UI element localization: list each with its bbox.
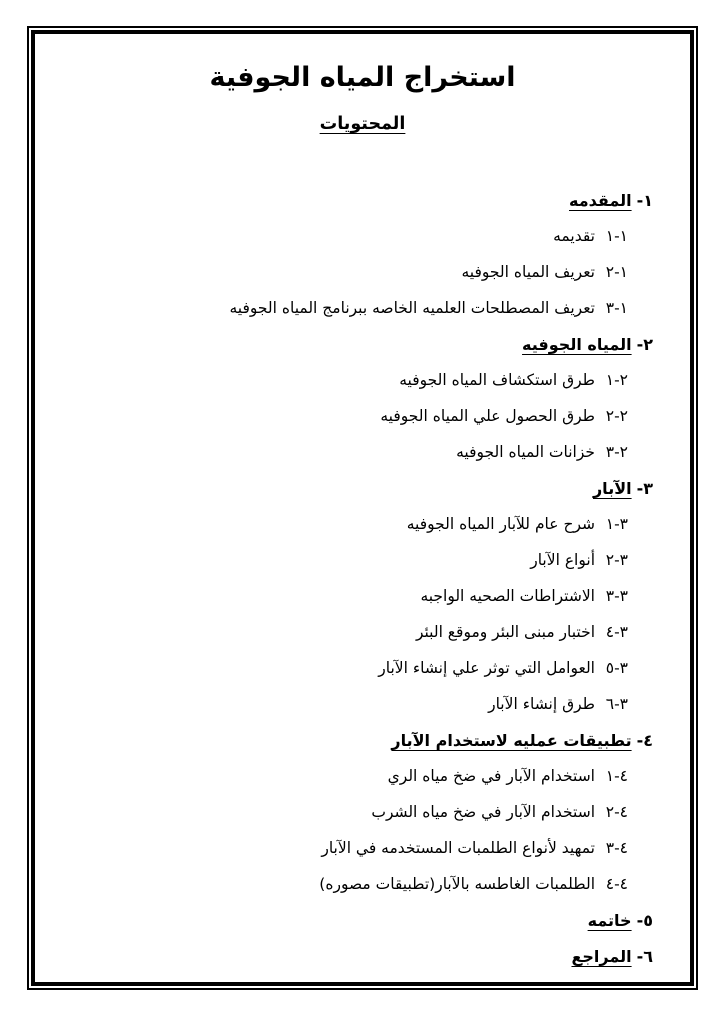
toc-item-number: ٤-٤ <box>605 875 628 893</box>
toc-item-row <box>55 578 653 614</box>
toc-section-row <box>55 326 653 362</box>
toc-item-number: ١-١ <box>605 227 628 245</box>
toc-item-text: استخدام الآبار في ضخ مياه الشرب <box>371 803 595 821</box>
toc-section-number: ٣- <box>636 478 653 498</box>
toc-item-text: طرق إنشاء الآبار <box>488 695 595 713</box>
toc-item-row <box>55 542 653 578</box>
toc-item-text: تعريف المصطلحات العلميه الخاصه ببرنامج المياه الجوفيه <box>229 299 595 317</box>
toc-item-number: ٣-٥ <box>605 659 628 677</box>
toc-item-text: خزانات المياه الجوفيه <box>456 443 595 461</box>
toc-section-title: خاتمه <box>587 910 632 930</box>
toc-section-number: ١- <box>636 190 653 210</box>
contents-heading: المحتويات <box>319 114 406 134</box>
toc-section-row <box>55 182 653 218</box>
toc-item-row <box>55 794 653 830</box>
toc-section-row <box>55 938 653 974</box>
toc-item-number: ٤-٣ <box>605 839 628 857</box>
toc-section-row <box>55 722 653 758</box>
toc-item-number: ٣-٢ <box>605 551 628 569</box>
toc-item-text: الطلمبات الغاطسه بالآبار(تطبيقات مصوره) <box>319 875 595 893</box>
toc-item-number: ٢-٣ <box>605 443 628 461</box>
toc-item-number: ٤-١ <box>605 767 628 785</box>
toc-item-row <box>55 614 653 650</box>
toc-item-row <box>55 650 653 686</box>
toc-item-row <box>55 218 653 254</box>
toc-item-number: ٣-٣ <box>605 587 628 605</box>
toc-item-text: طرق استكشاف المياه الجوفيه <box>399 371 595 389</box>
toc-item-number: ١-٢ <box>605 263 628 281</box>
toc-section-row <box>55 902 653 938</box>
toc-item-text: أنواع الآبار <box>530 551 595 569</box>
toc-section-number: ٥- <box>636 910 653 930</box>
document-title: استخراج المياه الجوفية <box>209 62 516 93</box>
toc-item-row <box>55 758 653 794</box>
toc-item-text: العوامل التي توثر علي إنشاء الآبار <box>378 659 595 677</box>
toc-item-text: تمهيد لأنواع الطلمبات المستخدمه في الآبار <box>321 839 595 857</box>
table-of-contents <box>55 182 653 974</box>
toc-item-text: طرق الحصول علي المياه الجوفيه <box>380 407 595 425</box>
toc-item-text: تعريف المياه الجوفيه <box>461 263 595 281</box>
toc-item-text: الاشتراطات الصحيه الواجبه <box>420 587 595 605</box>
toc-item-number: ٢-٢ <box>605 407 628 425</box>
toc-section-row <box>55 470 653 506</box>
toc-item-number: ١-٣ <box>605 299 628 317</box>
toc-section-title: الآبار <box>592 478 632 498</box>
toc-section-number: ٦- <box>636 946 653 966</box>
toc-section-number: ٤- <box>636 730 653 750</box>
toc-item-row <box>55 866 653 902</box>
toc-item-number: ٤-٢ <box>605 803 628 821</box>
toc-section-title: تطبيقات عمليه لاستخدام الآبار <box>391 730 632 750</box>
toc-item-number: ٣-٦ <box>605 695 628 713</box>
toc-section-title: المياه الجوفيه <box>522 334 632 354</box>
toc-item-number: ٢-١ <box>605 371 628 389</box>
toc-item-text: شرح عام للآبار المياه الجوفيه <box>406 515 595 533</box>
toc-section-title: المقدمه <box>569 190 632 210</box>
toc-item-text: استخدام الآبار في ضخ مياه الري <box>387 767 595 785</box>
toc-item-number: ٣-٤ <box>605 623 628 641</box>
toc-item-row <box>55 506 653 542</box>
toc-item-text: تقديمه <box>553 227 595 245</box>
toc-section-title: المراجع <box>571 946 632 966</box>
toc-section-number: ٢- <box>636 334 653 354</box>
toc-item-row <box>55 290 653 326</box>
toc-item-row <box>55 434 653 470</box>
toc-item-number: ٣-١ <box>605 515 628 533</box>
toc-item-row <box>55 398 653 434</box>
toc-item-row <box>55 686 653 722</box>
toc-item-row <box>55 830 653 866</box>
toc-item-row <box>55 254 653 290</box>
toc-item-row <box>55 362 653 398</box>
toc-item-text: اختبار مبنى البئر وموقع البئر <box>415 623 595 641</box>
